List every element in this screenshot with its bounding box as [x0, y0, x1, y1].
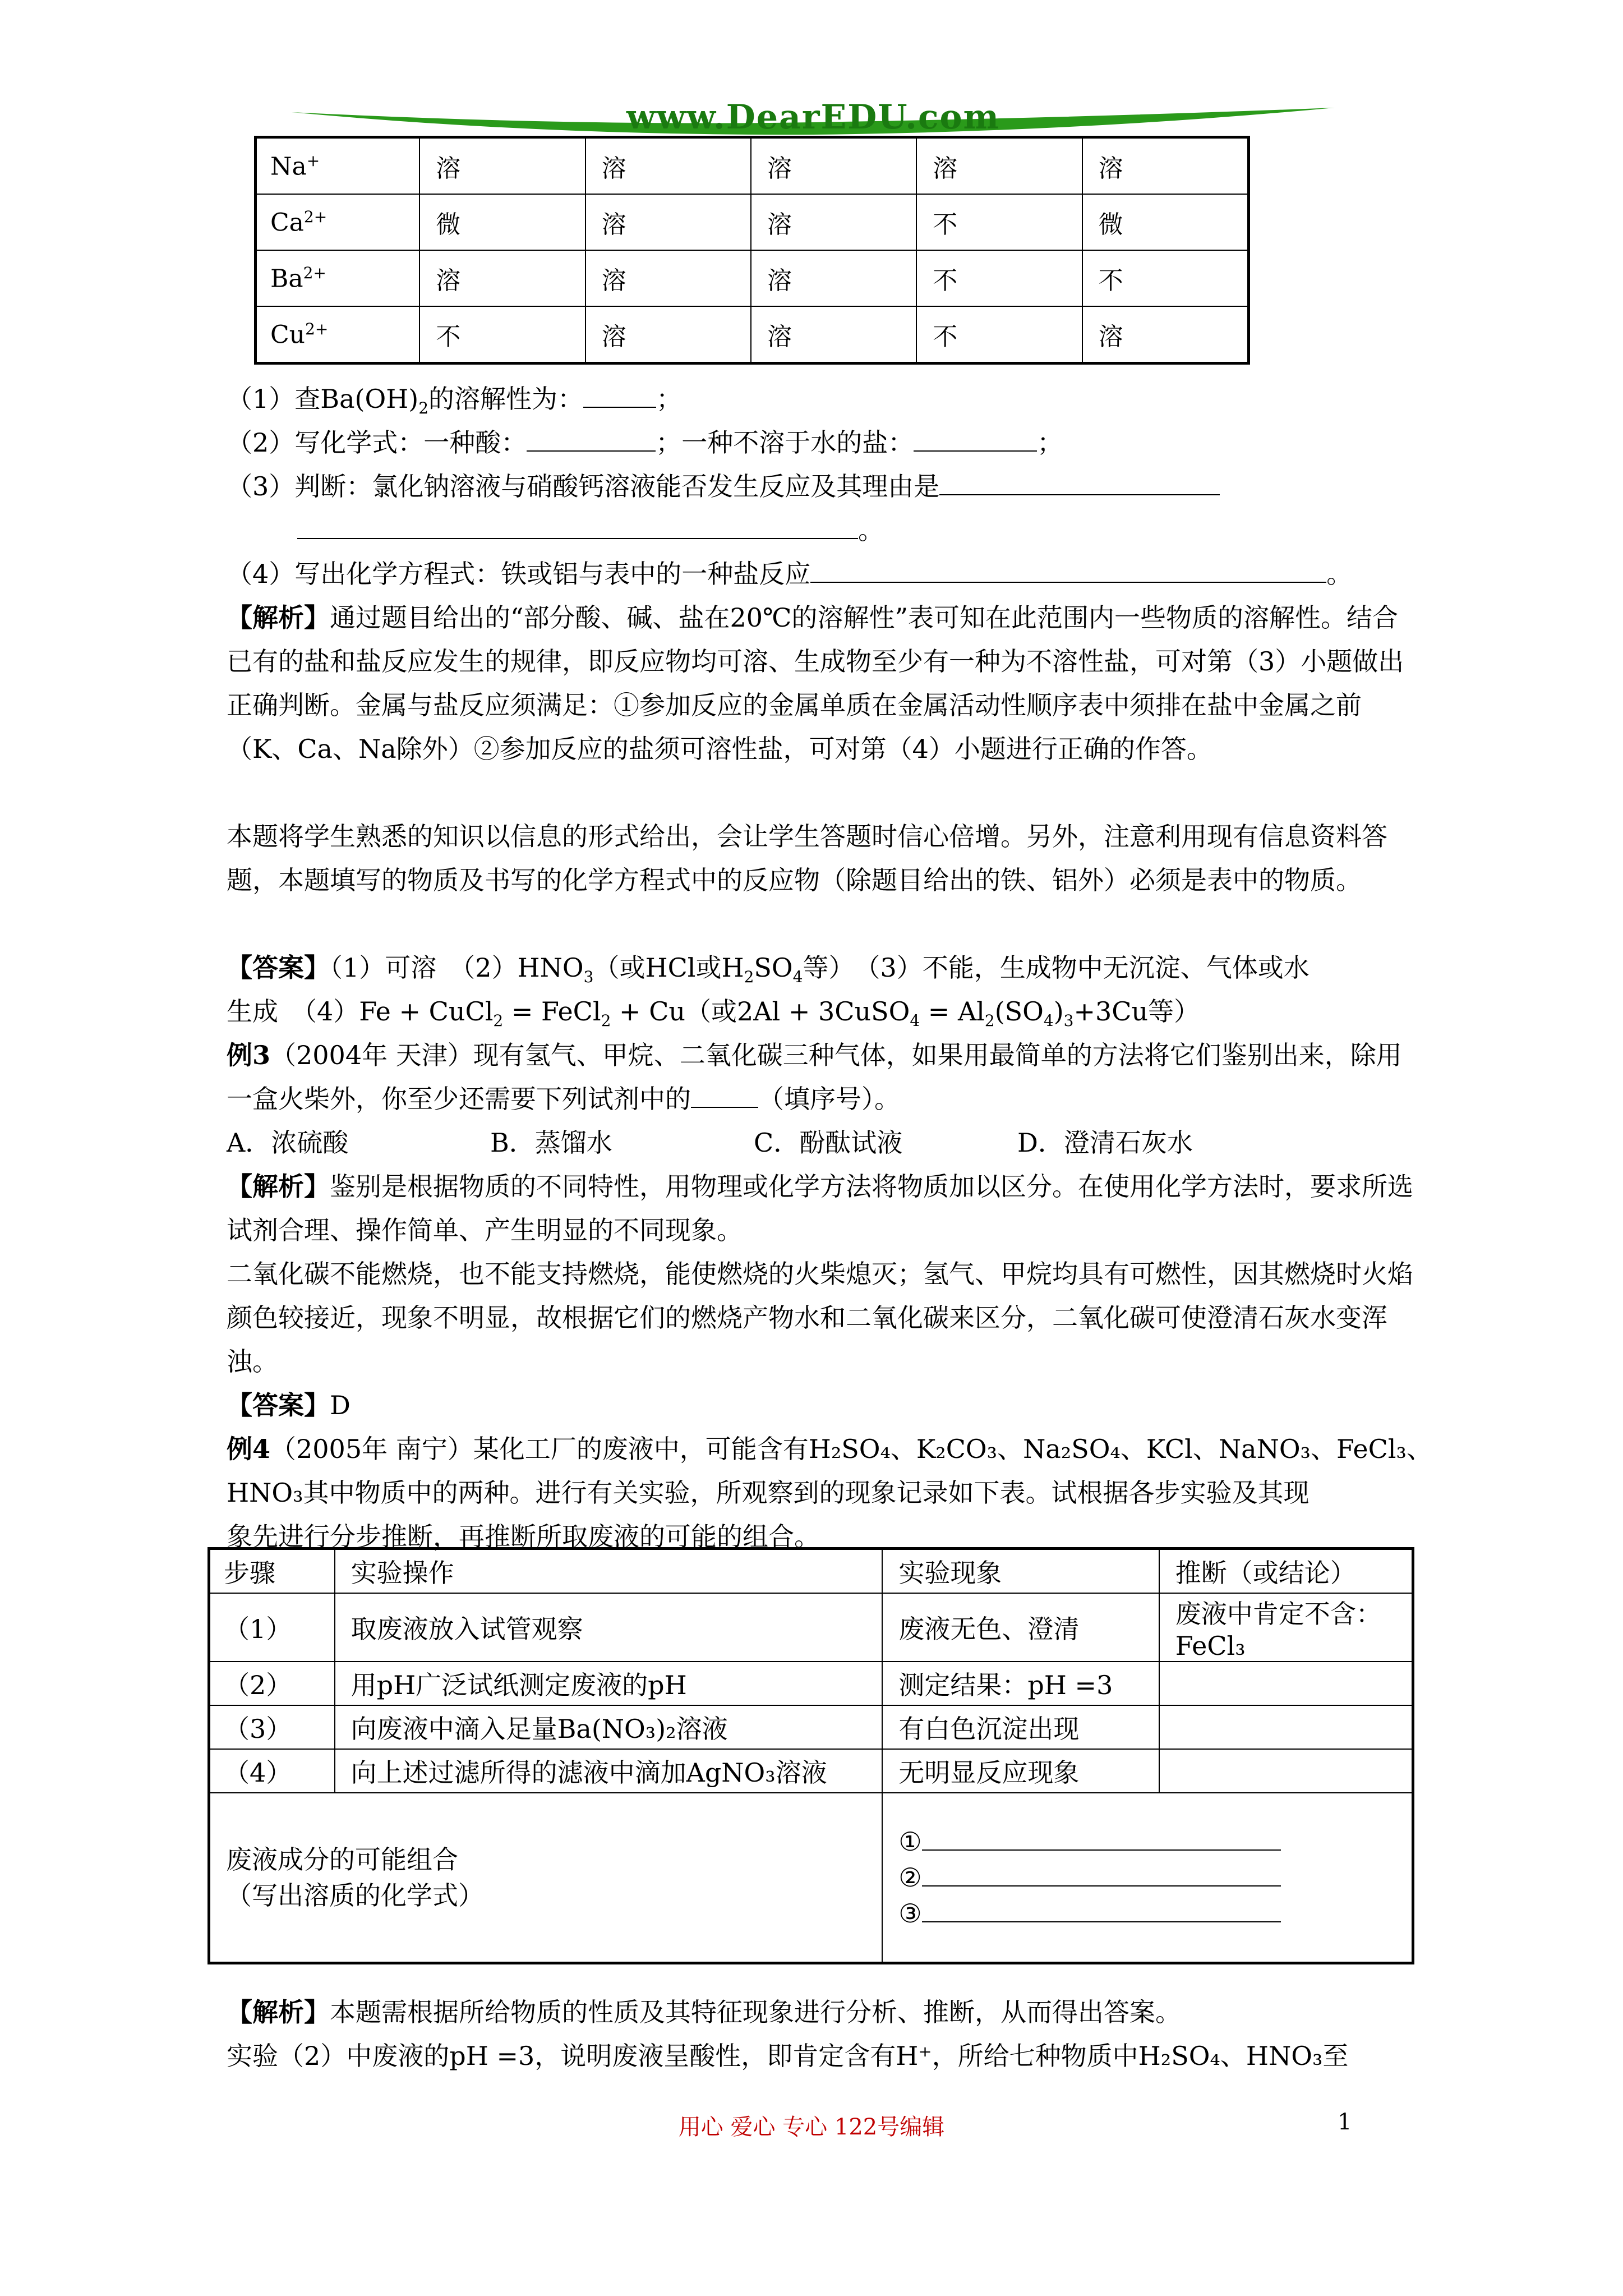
solubility-cell: 溶	[585, 306, 751, 364]
step-cell: （1）	[209, 1593, 335, 1662]
ion-charge: +	[306, 151, 320, 170]
answer-1-seg: = FeCl	[503, 996, 601, 1027]
q4-text: （4）写出化学方程式：铁或铝与表中的一种盐反应	[227, 559, 811, 589]
step-cell: （2）	[209, 1662, 335, 1705]
ion-cell	[256, 194, 420, 250]
q3-blank-1[interactable]	[939, 468, 1220, 495]
ion-symbol: Ca	[270, 208, 304, 237]
experiment-row	[209, 1705, 1413, 1749]
solubility-cell: 溶	[751, 137, 916, 195]
ion-charge: 2+	[303, 207, 328, 226]
example-4-line2: HNO₃其中物质中的两种。进行有关实验，所观察到的现象记录如下表。试根据各步实验及其现	[227, 1478, 1310, 1508]
question-3	[227, 464, 1421, 508]
solubility-cell: 溶	[751, 306, 916, 364]
q4-blank[interactable]	[810, 556, 1326, 583]
analysis-2	[227, 1165, 1421, 1252]
answer-2-value: D	[330, 1390, 351, 1420]
combination-note: （写出溶质的化学式）	[226, 1880, 484, 1911]
experiment-row	[209, 1593, 1413, 1662]
answer-1-seg: SO	[754, 953, 793, 983]
footer-text: 用心 爱心 专心 122号编辑	[678, 2114, 945, 2140]
ion-charge: 2+	[305, 319, 329, 338]
combination-answer-cell	[882, 1793, 1413, 1963]
ion-symbol: Na	[270, 152, 307, 181]
step-cell: （4）	[209, 1749, 335, 1793]
solubility-row	[256, 137, 1249, 195]
answer-label: 【答案】	[227, 953, 330, 983]
ion-symbol: Ba	[270, 264, 303, 293]
conclusion-cell[interactable]	[1159, 1705, 1413, 1749]
option-d: D．澄清石灰水	[1017, 1128, 1193, 1158]
answer-1-seg: （或HCl或H	[593, 953, 744, 983]
example-3-text: （2004年 天津）现有氢气、甲烷、二氧化碳三种气体，如果用最简单的方法将它们鉴别出来，除用一盒火柴外，你至少还需要下列试剂中的	[227, 1040, 1402, 1114]
analysis-label: 【解析】	[227, 602, 330, 633]
example-3-label: 例3	[227, 1040, 271, 1070]
solubility-cell: 溶	[1082, 137, 1249, 195]
ion-cell	[256, 250, 420, 306]
conclusion-cell: 废液中肯定不含：FeCl₃	[1159, 1593, 1413, 1662]
solubility-cell: 溶	[585, 250, 751, 306]
ion-symbol: Cu	[270, 320, 306, 349]
answer-1-line1: 【答案】（1）可溶 $(2)HNO_3$（或HCl或$H_2SO_4$等） （3）不能，生成物中无沉淀、气体或水	[227, 953, 1310, 987]
answer-1-seg: 等） （3）不能，生成物中无沉淀、气体或水	[803, 953, 1310, 983]
ion-cell	[256, 137, 420, 195]
q1-text: （1）查Ba(OH)	[227, 384, 419, 414]
phenomenon-cell: 测定结果：pH =3	[882, 1662, 1159, 1705]
question-1: （1）查$Ba(OH)_2$的溶解性为： ；	[227, 377, 1421, 430]
combination-label-cell	[209, 1793, 883, 1963]
q1-text-b: 的溶解性为：	[428, 384, 584, 414]
combination-row	[209, 1793, 1413, 1963]
logo-text: www.DearEDU.com	[626, 98, 1000, 137]
solubility-cell: 溶	[916, 137, 1082, 195]
q2-acid-blank[interactable]	[527, 425, 656, 452]
solubility-cell: 不	[916, 250, 1082, 306]
example-4-label: 例4	[227, 1434, 271, 1464]
experiment-row	[209, 1662, 1413, 1705]
q2-salt-blank[interactable]	[914, 425, 1037, 452]
example-4-text-1: （2005年 南宁）某化工厂的废液中，可能含有H₂SO₄、K₂CO₃、Na₂SO₄、KCl、NaNO₃、FeCl₃、	[270, 1434, 1432, 1464]
analysis-1-p2: 本题将学生熟悉的知识以信息的形式给出，会让学生答题时信心倍增。另外，注意利用现有信息资料答题，本题填写的物质及书写的化学方程式中的反应物（除题目给出的铁、铝外）必须是表中的物质。	[227, 821, 1387, 895]
q1-blank[interactable]	[583, 381, 656, 408]
phenomenon-cell: 无明显反应现象	[882, 1749, 1159, 1793]
header-conclusion: 推断（或结论）	[1159, 1549, 1413, 1594]
analysis-3-p1: 本题需根据所给物质的性质及其特征现象进行分析、推断，从而得出答案。	[330, 1997, 1181, 2027]
analysis-2-p1: 鉴别是根据物质的不同特性，用物理或化学方法将物质加以区分。在使用化学方法时，要求所选试剂合理、操作简单、产生明显的不同现象。	[227, 1171, 1413, 1245]
example-3-options	[227, 1121, 1421, 1165]
solubility-cell: 微	[1082, 194, 1249, 250]
operation-cell: 向废液中滴入足量Ba(NO₃)₂溶液	[335, 1705, 883, 1749]
conclusion-cell[interactable]	[1159, 1749, 1413, 1793]
example-3-blank[interactable]	[691, 1081, 758, 1108]
analysis-1	[227, 596, 1421, 771]
answer-1-seg: (SO	[994, 996, 1044, 1027]
analysis-1-p1: 通过题目给出的“部分酸、碱、盐在20℃的溶解性”表可知在此范围内一些物质的溶解性。结合已有的盐和盐反应发生的规律，即反应物均可溶、生成物至少有一种为不溶性盐，可对第（3）小题做出正确判断。金属与盐反应须满足：①参加反应的金属单质在金属活动性顺序表中须排在盐中金属之前（K、Ca、Na除外）②参加反应的盐须可溶性盐，可对第（4）小题进行正确的作答。	[227, 602, 1404, 764]
slot-marker: ②	[898, 1862, 922, 1893]
solubility-cell: 不	[1082, 250, 1249, 306]
answer-1-line2: 生成 （4）Fe + CuCl$_2$ = FeCl$_2$ + Cu（或2Al + 3CuSO$_4$ = $Al_2(SO_4)_3+3Cu$等）	[227, 996, 1200, 1030]
solubility-cell: 溶	[1082, 306, 1249, 364]
analysis-label: 【解析】	[227, 1997, 330, 2027]
solubility-cell: 溶	[585, 137, 751, 195]
ion-charge: 2+	[303, 263, 326, 282]
solubility-cell: 溶	[419, 137, 585, 195]
combination-label: 废液成分的可能组合	[226, 1844, 458, 1875]
answer-1-seg: +3Cu等）	[1073, 996, 1200, 1027]
page-number: 1	[1338, 2109, 1352, 2135]
solubility-cell: 溶	[751, 194, 916, 250]
phenomenon-cell: 废液无色、澄清	[882, 1593, 1159, 1662]
answer-1-seg: （1）可溶 （2）HNO	[330, 953, 584, 983]
header-step: 步骤	[209, 1549, 335, 1594]
solubility-cell: 不	[916, 194, 1082, 250]
solubility-table	[254, 136, 1250, 365]
answer-1-seg: )	[1053, 996, 1064, 1027]
example-3-text-b: （填序号）。	[758, 1084, 900, 1114]
analysis-3	[227, 1990, 1421, 2034]
solubility-cell: 微	[419, 194, 585, 250]
header-phenomenon: 实验现象	[882, 1549, 1159, 1594]
analysis-3-p2: 实验（2）中废液的pH =3，说明废液呈酸性，即肯定含有H⁺，所给七种物质中H₂SO₄、HNO₃至	[227, 2041, 1349, 2071]
combination-slot[interactable]	[898, 1860, 1412, 1895]
solubility-row	[256, 194, 1249, 250]
q1-end: ；	[656, 384, 683, 414]
experiment-header-row	[209, 1549, 1413, 1594]
conclusion-cell[interactable]	[1159, 1662, 1413, 1705]
slot-blank[interactable]	[922, 1863, 1281, 1887]
analysis-label: 【解析】	[227, 1171, 330, 1202]
solubility-cell: 溶	[751, 250, 916, 306]
answer-label: 【答案】	[227, 1390, 330, 1420]
example-3	[227, 1033, 1421, 1121]
slot-marker: ①	[898, 1826, 922, 1857]
example-4-line3: 象先进行分步推断，再推断所取废液的可能的组合。	[227, 1521, 820, 1552]
option-b: B．蒸馏水	[490, 1128, 612, 1158]
slot-marker: ③	[898, 1898, 922, 1929]
question-3-cont	[297, 508, 1492, 552]
option-c: C．酚酞试液	[754, 1128, 903, 1158]
solubility-cell: 不	[916, 306, 1082, 364]
answer-1-seg: = Al	[920, 996, 985, 1027]
slot-blank[interactable]	[922, 1899, 1281, 1922]
experiment-table	[208, 1547, 1414, 1964]
operation-cell: 取废液放入试管观察	[335, 1593, 883, 1662]
ion-cell	[256, 306, 420, 364]
question-4	[227, 552, 1421, 596]
experiment-row	[209, 1749, 1413, 1793]
combination-slot[interactable]	[898, 1824, 1412, 1860]
answer-1-seg: + Cu（或2Al + 3CuSO	[611, 996, 910, 1027]
combination-slot[interactable]	[898, 1895, 1412, 1931]
example-4-line1	[227, 1427, 1432, 1471]
q3-text: （3）判断：氯化钠溶液与硝酸钙溶液能否发生反应及其理由是	[227, 471, 940, 501]
analysis-2-p2: 二氧化碳不能燃烧，也不能支持燃烧，能使燃烧的火柴熄灭；氢气、甲烷均具有可燃性，因其燃烧时火焰颜色较接近，现象不明显，故根据它们的燃烧产物水和二氧化碳来区分，二氧化碳可使澄清石灰水变浑浊。	[227, 1259, 1413, 1377]
solubility-row	[256, 250, 1249, 306]
solubility-cell: 溶	[585, 194, 751, 250]
q2-end: ；	[1037, 427, 1063, 458]
phenomenon-cell: 有白色沉淀出现	[882, 1705, 1159, 1749]
step-cell: （3）	[209, 1705, 335, 1749]
solubility-cell: 不	[419, 306, 585, 364]
q2-text-b: ；一种不溶于水的盐：	[656, 427, 914, 458]
question-2	[227, 421, 1421, 464]
q4-end: 。	[1326, 559, 1353, 589]
solubility-row	[256, 306, 1249, 364]
q3-blank-2[interactable]	[297, 512, 858, 539]
answer-1-seg: 生成 （4）Fe + CuCl	[227, 996, 494, 1027]
answer-2	[227, 1383, 1421, 1427]
q3-end: 。	[858, 515, 884, 545]
slot-blank[interactable]	[922, 1827, 1281, 1851]
solubility-cell: 溶	[419, 250, 585, 306]
header-operation: 实验操作	[335, 1549, 883, 1594]
operation-cell: 用pH广泛试纸测定废液的pH	[335, 1662, 883, 1705]
q2-text: （2）写化学式：一种酸：	[227, 427, 527, 458]
option-a: A．浓硫酸	[227, 1128, 349, 1158]
operation-cell: 向上述过滤所得的滤液中滴加AgNO₃溶液	[335, 1749, 883, 1793]
